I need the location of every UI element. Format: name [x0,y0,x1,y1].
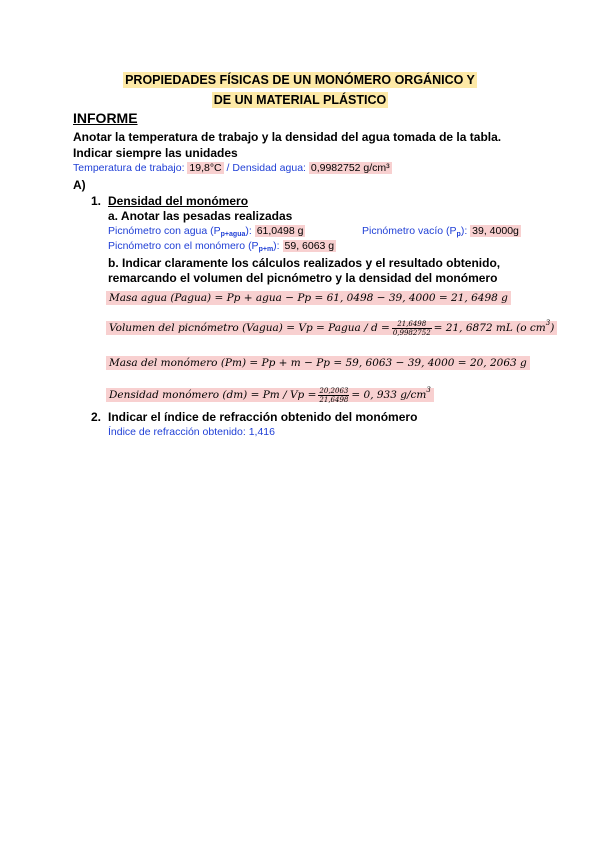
document-title-line1: PROPIEDADES FÍSICAS DE UN MONÓMERO ORGÁNICO Y [125,73,475,87]
instructions-line2: Indicar siempre las unidades [73,146,238,160]
equation-monomer-mass: Masa del monómero (Pm) = Pp + m − Pp = 59, 6063 − 39, 4000 = 20, 2063 g [106,353,530,371]
temperature-value: 19,8°C [189,162,222,174]
weight-empty: Picnómetro vacío $(P_p)$: 39, 4000g [362,225,519,238]
water-density-label: Densidad agua: [232,162,306,174]
refraction-index-result [108,426,275,438]
section-a-label: A) [73,178,86,192]
conditions-line [73,162,392,174]
weight-empty-value: 39, 4000g [472,225,519,237]
item1-number: 1. [91,194,102,208]
equation-monomer-density: Densidad monómero (dm) = Pm / Vp = $\frac{20,2063}{21,6498}$ = 0, 933 $g/cm^3$ [106,385,434,404]
document-title-line2: DE UN MATERIAL PLÁSTICO [213,93,387,107]
equation-water-mass: Masa agua (Pagua) = Pp + agua − Pp = 61, 0498 − 39, 4000 = 21, 6498 g [106,288,511,306]
item1-title: Densidad del monómero [108,194,249,208]
water-density-value: 0,9982752 g/cm³ [310,162,390,174]
item1-sub-a: a. Anotar las pesadas realizadas [108,209,293,223]
refraction-index-label: Índice de refracción obtenido: [108,426,246,438]
fraction-volume: $\frac{21,6498}{0,9982752}$ [392,319,431,337]
item1-sub-b-line2: remarcando el volumen del picnómetro y la densidad del monómero [108,271,498,285]
item2-number: 2. [91,410,102,424]
conditions-separator: / [223,162,233,174]
equation-pycnometer-volume: Volumen del picnómetro (Vagua) = Vp = Pagua / d = $\frac{21,6498}{0,9982752}$ = 21, 6872 mL (o $cm^3$) [106,318,557,337]
report-heading: INFORME [73,110,138,126]
instructions-line1: Anotar la temperatura de trabajo y la densidad del agua tomada de la tabla. [73,130,502,144]
temperature-label: Temperatura de trabajo: [73,162,185,174]
weight-with-water: Picnómetro con agua $(P_{p+agua})$: 61,0498 g [108,225,304,238]
weight-with-monomer-value: 59, 6063 g [284,240,335,252]
weight-with-water-value: 61,0498 g [256,225,304,237]
item2-title: Indicar el índice de refracción obtenido del monómero [108,410,418,424]
refraction-index-value: 1,416 [248,426,275,438]
fraction-density: $\frac{20,2063}{21,6498}$ [319,386,349,404]
weight-with-monomer: Picnómetro con el monómero $(P_{p+m})$: 59, 6063 g [108,240,335,253]
item1-sub-b-line1: b. Indicar claramente los cálculos realizados y el resultado obtenido, [108,256,501,270]
